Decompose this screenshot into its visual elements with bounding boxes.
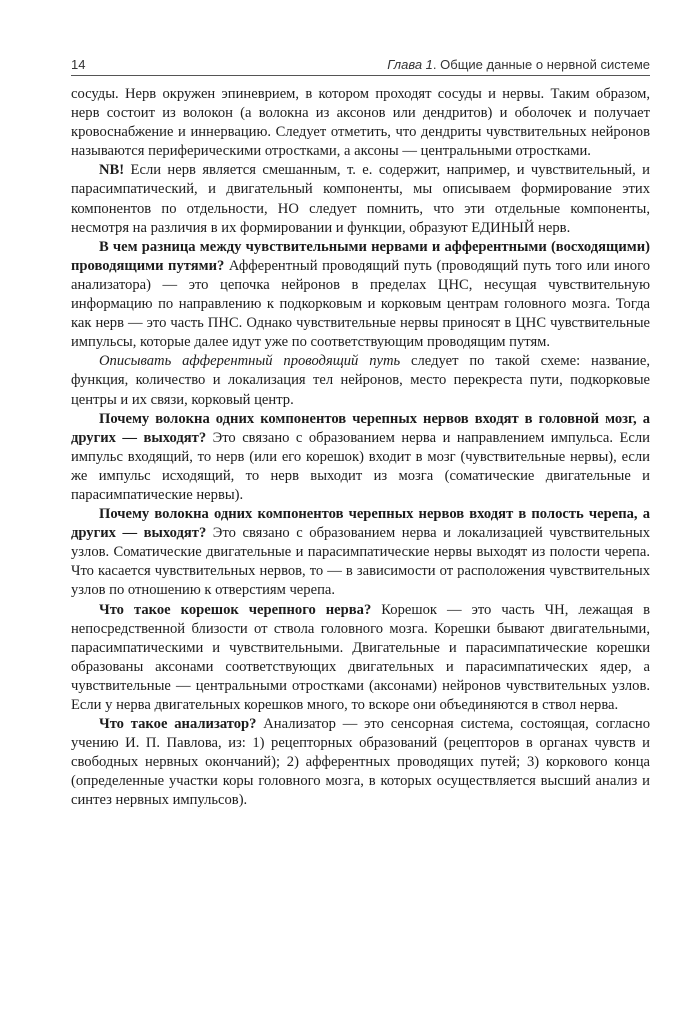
- question-heading: Почему волокна одних компонентов черепных нервов входят в полость черепа, а других — выходят?: [71, 506, 650, 542]
- paragraph: [71, 601, 650, 716]
- paragraph-text: Если нерв является смешанным, т. е. содержит, например, и чувствительный, и парасимпатический, и двигательный компоненты, мы описываем формирование этих компонентов по отдельности, НО следует помнить, что эти отдельные компоненты, несмотря на различия в их формировании и функции, образуют ЕДИНЫЙ нерв.: [71, 162, 650, 236]
- paragraph-lead: NB!: [99, 162, 125, 179]
- paragraph-text: сосуды. Нерв окружен эпиневрием, в котором проходят сосуды и нервы. Таким образом, нерв состоит из волокон (а волокна из аксонов или дендритов) и оболочек и получает кровоснабжение и иннервацию. Следует отметить, что дендриты чувствительных нейронов называются периферическими отростками, а аксоны — центральными отростками.: [71, 86, 650, 160]
- paragraph: [71, 410, 650, 505]
- question-heading: В чем разница между чувствительными нервами и афферентными (восходящими) проводящими путями?: [71, 238, 650, 274]
- header-rule: [71, 75, 650, 76]
- paragraph-text: Это связано с образованием нерва и локализацией чувствительных узлов. Соматические двигательные и парасимпатические нервы выходят из полости черепа. Что касается чувствительных нервов, то — в зависимости от расположения чувствительных узлов по отношению к отверстиям черепа.: [71, 525, 650, 599]
- paragraph: [71, 715, 650, 810]
- paragraph: [71, 85, 650, 161]
- page-body: [71, 85, 650, 811]
- paragraph-text: Это связано с образованием нерва и направлением импульса. Если импульс входящий, то нерв (или его корешок) входит в мозг (чувствительные нервы), если же импульс исходящий, то нерв выходит из мозга (соматические двигательные и парасимпатические нервы).: [71, 429, 650, 503]
- paragraph-lead-italic: Описывать афферентный проводящий путь: [99, 353, 401, 370]
- paragraph-text: Анализатор — это сенсорная система, состоящая, согласно учению И. П. Павлова, из: 1) рецепторных образований (рецепторов в органах чувств и свободных нервных окончаний); 2) афферентных проводящих путей; 3) коркового конца (определенные участки коры головного мозга, в которых осуществляется высший анализ и синтез нервных импульсов).: [71, 716, 650, 809]
- paragraph: [71, 505, 650, 600]
- question-heading: Что такое корешок черепного нерва?: [99, 601, 372, 618]
- chapter-title: [387, 57, 650, 72]
- question-heading: Что такое анализатор?: [99, 716, 257, 733]
- paragraph: [71, 161, 650, 237]
- paragraph-text: Корешок — это часть ЧН, лежащая в непосредственной близости от ствола головного мозга. Корешки бывают двигательными, парасимпатическими и чувствительными. Двигательные и парасимпатические корешки образованы аксонами соответствующих двигательных и парасимпатических ядер, а чувствительные — центральными отростками (аксонами) нейронов чувствительных узлов. Если у нерва двигательных корешков много, то вскоре они объединяются в ствол нерва.: [71, 601, 650, 713]
- running-header: [71, 46, 650, 72]
- page-number: 14: [71, 57, 86, 72]
- chapter-prefix: Глава 1: [387, 57, 433, 72]
- paragraph-text: Афферентный проводящий путь (проводящий путь того или иного анализатора) — это цепочка нейронов в пределах ЦНС, несущая чувствительную информацию по направлению к подкорковым и корковым центрам головного мозга. Тогда как нерв — это часть ПНС. Однако чувствительные нервы приносят в ЦНС чувствительные импульсы, которые далее идут уже по соответствующим проводящим путям.: [71, 257, 650, 351]
- paragraph: [71, 352, 650, 409]
- paragraph: [71, 238, 650, 353]
- paragraph-text: следует по такой схеме: название, функция, количество и локализация тел нейронов, место перекреста пути, подкорковые центры и их связи, корковый центр.: [71, 353, 650, 408]
- question-heading: Почему волокна одних компонентов черепных нервов входят в головной мозг, а других — выходят?: [71, 410, 650, 446]
- chapter-title-text: . Общие данные о нервной системе: [432, 57, 650, 72]
